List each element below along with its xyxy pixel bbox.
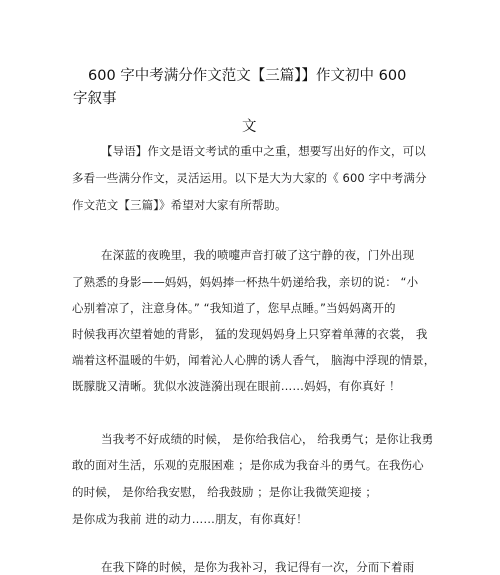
essay-3-line: 在我下降的时候，是你为我补习，我记得有一次，分而下着雨 — [101, 560, 415, 574]
essay-1-line: 在深蓝的夜晚里，我的喷嚏声音打破了这宁静的夜，门外出现 — [101, 248, 415, 262]
essay-1-line: 时候我再次望着她的背影， 猛的发现妈妈身上只穿着单薄的衣裳， 我 — [72, 327, 428, 341]
essay-1-line: 了熟悉的身影——妈妈，妈妈捧一杯热牛奶递给我，亲切的说： “小 — [72, 275, 419, 289]
essay-2-line: 敢的面对生活，乐观的克服困难 ；是你成为我奋斗的勇气。在我伤心 — [72, 458, 424, 472]
essay-1-line: 既朦胧又清晰。犹似水波涟漪出现在眼前……妈妈，有你真好 ！ — [72, 379, 401, 393]
essay-2-line: 的时候， 是你给我安慰， 给我鼓励 ；是你让我微笑迎接 ； — [72, 485, 378, 499]
intro-line: 【导语】作文是语文考试的重中之重，想要写出好的作文，可以 — [101, 144, 426, 158]
document-title-line-2: 字叙事 — [73, 91, 117, 107]
essay-2-line: 当我考不好成绩的时候， 是你给我信心， 给我勇气；是你让我勇 — [101, 432, 434, 446]
document-title-line-1: 600 字中考满分作文范文【三篇】】作文初中 600 — [88, 68, 407, 84]
intro-line: 作文范文【三篇】》希望对大家有所帮助。 — [72, 198, 287, 212]
document-title-line-3: 文 — [242, 119, 257, 135]
essay-2-line: 是你成为我前 进的动力……朋友，有你真好！ — [72, 512, 308, 526]
essay-1-line: 端着这杯温暖的牛奶，闻着沁人心脾的诱人香气， 脑海中浮现的情景， — [72, 353, 436, 367]
essay-1-line: 心别着凉了，注意身体。” “我知道了，您早点睡。”当妈妈离开的 — [72, 301, 396, 315]
intro-line: 多看一些满分作文，灵活运用。以下是大为大家的《 600 字中考满分 — [72, 171, 427, 185]
